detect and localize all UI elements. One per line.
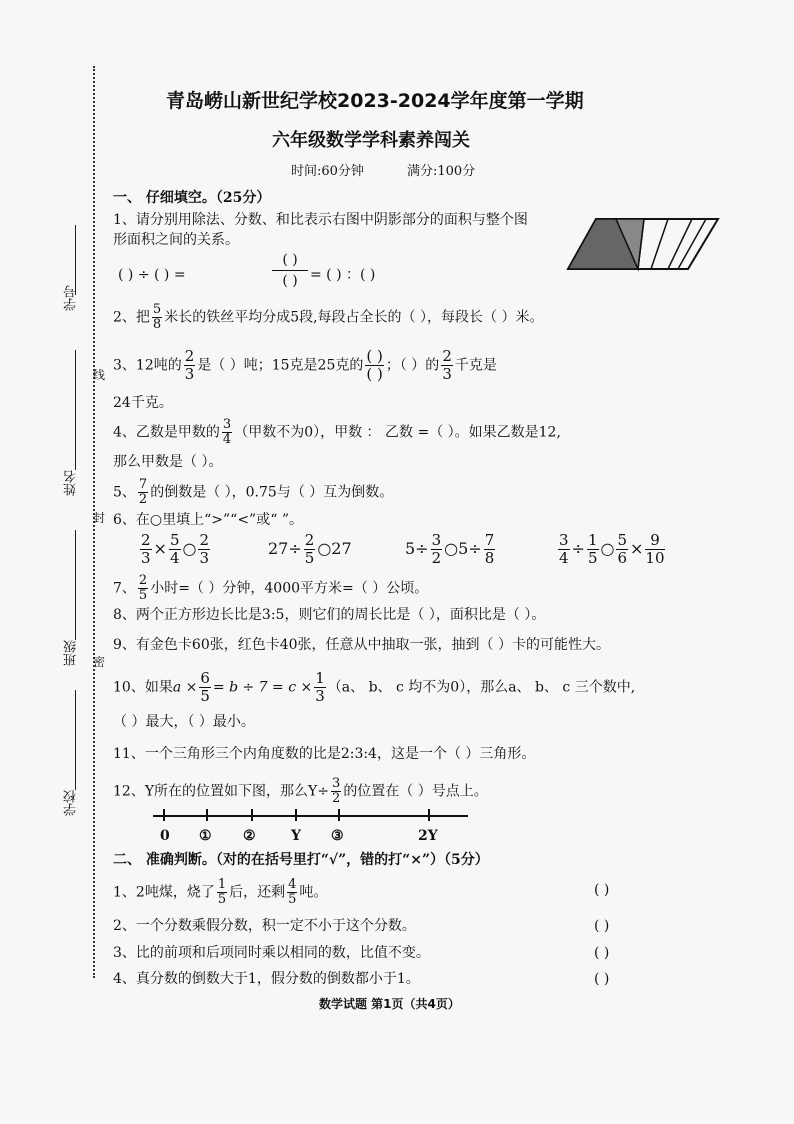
judge-4-answer[interactable]: ( )	[594, 971, 610, 987]
q5-fraction	[138, 478, 148, 507]
q6-3-circle-blank[interactable]: ○	[444, 539, 459, 558]
section1-title: 一、 仔细填空。（25分）	[113, 190, 271, 206]
j1-fraction-2	[287, 878, 297, 907]
section2-title: 二、 准确判断。（对的在括号里打“√”，错的打“×”）（5分）	[113, 852, 489, 868]
exam-subtitle: 六年级数学学科素养闯关	[272, 130, 470, 151]
question-5	[113, 478, 393, 507]
q7-fraction-numerator: 2	[138, 573, 148, 588]
q7-fraction	[138, 574, 148, 603]
judge-3-answer[interactable]: ( )	[594, 945, 610, 961]
school-line	[75, 690, 76, 790]
q6-4-c-num: 5	[617, 531, 628, 549]
number-line-label-1: ①	[199, 828, 212, 844]
q1-fraction-blank	[272, 250, 308, 291]
q6-4-operator-2: ×	[630, 539, 644, 558]
q10-middle: = b ÷ 7 = c ×	[212, 679, 313, 696]
class-label: 班级	[64, 640, 79, 666]
judge-4: 4、真分数的倒数大于1，假分数的倒数都小于1。	[113, 971, 420, 987]
q6-4-b-num: 1	[587, 531, 598, 549]
page-footer: 数学试题 第1页（共4页）	[319, 997, 460, 1011]
q3-fraction-blank	[365, 348, 383, 383]
q3-fraction-1	[184, 348, 196, 383]
q7-suffix: 小时=（ ）分钟，4000平方米=（ ）公顷。	[150, 580, 429, 597]
q6-1-operator: ×	[153, 539, 167, 558]
number-line-label-2y: 2Y	[418, 828, 438, 844]
q3-fraction-2-denominator: 3	[442, 365, 452, 383]
q6-1-fraction-b	[169, 532, 181, 567]
q1-ratio-blanks: = ( ) ：( )	[310, 267, 376, 283]
q4-fraction-denominator: 4	[222, 432, 232, 447]
question-3	[113, 348, 497, 383]
seal-char-seal: 封	[93, 511, 106, 525]
name-label: 姓名	[64, 470, 79, 496]
q10-line2: （ ）最大，（ ）最小。	[113, 714, 255, 730]
q3-line2: 24千克。	[113, 395, 173, 411]
student-id-label: 学号	[64, 285, 79, 311]
q6-4-d-den: 10	[645, 549, 665, 567]
number-line-tick-2y	[428, 809, 430, 821]
judge-2: 2、一个分数乘假分数，积一定不小于这个分数。	[113, 918, 416, 934]
exam-full-score: 满分:100分	[407, 164, 476, 179]
q3-fraction-blank-numerator: ( )	[366, 347, 383, 365]
q5-prefix: 5、	[113, 484, 136, 501]
question-10	[113, 670, 635, 705]
q6-1-a-den: 3	[141, 549, 151, 567]
question-8: 8、两个正方形边长比是3:5，则它们的周长比是（ ），面积比是（ ）。	[113, 607, 546, 623]
q6-3-mid: 5÷	[458, 539, 482, 558]
q1-fraction-blank-numerator: ( )	[272, 250, 308, 271]
q12-fraction-denominator: 2	[332, 791, 341, 806]
j1-f2-den: 5	[288, 892, 297, 907]
q6-2-num: 2	[304, 531, 315, 549]
q6-compare-1	[138, 532, 212, 567]
q6-4-fraction-a	[558, 532, 570, 567]
q6-2-fraction	[304, 532, 316, 567]
shaded-parallelogram-figure	[566, 215, 724, 273]
question-12	[113, 777, 488, 806]
q12-prefix: 12、Y所在的位置如下图，那么Y÷	[113, 783, 330, 800]
number-line-label-2: ②	[243, 828, 256, 844]
q6-compare-4	[556, 532, 667, 567]
q10-var-a: a ×	[172, 679, 198, 696]
q3-suffix: 千克是	[454, 357, 497, 374]
q6-1-circle-blank[interactable]: ○	[182, 539, 197, 558]
number-line-label-0: 0	[160, 828, 170, 844]
q6-4-circle-blank[interactable]: ○	[600, 539, 615, 558]
q6-compare-3	[405, 532, 497, 567]
judge-3: 3、比的前项和后项同时乘以相同的数，比值不变。	[113, 945, 430, 961]
q6-2-suffix: 27	[331, 539, 352, 558]
q6-4-b-den: 5	[587, 549, 598, 567]
q10-f2-den: 3	[315, 687, 325, 705]
number-line-label-3: ③	[331, 828, 344, 844]
q4-fraction	[222, 418, 232, 447]
q6-1-fraction-c	[198, 532, 210, 567]
q1-division-blanks: ( ) ÷ ( ) =	[118, 267, 186, 283]
q12-fraction-numerator: 3	[332, 776, 341, 791]
j1-f1-den: 5	[217, 892, 227, 907]
q3-after-blank: ；（ ）的	[385, 357, 440, 374]
j1-prefix: 1、2吨煤，烧了	[113, 884, 215, 901]
q4-prefix: 4、乙数是甲数的	[113, 424, 220, 441]
q4-suffix: （甲数不为0），甲数 ： 乙数 =（ ）。如果乙数是12,	[234, 424, 561, 441]
q3-prefix: 3、12吨的	[113, 357, 182, 374]
q6-3-b-den: 2	[431, 549, 442, 567]
q6-compare-2	[268, 532, 352, 567]
q6-2-circle-blank[interactable]: ○	[317, 539, 332, 558]
q1-text-line1: 1、请分别用除法、分数、和比表示右图中阴影部分的面积与整个图	[113, 212, 528, 228]
seal-char-line: 线	[93, 368, 106, 382]
q1-fraction-blank-denominator: ( )	[282, 273, 298, 289]
judge-2-answer[interactable]: ( )	[594, 918, 610, 934]
q6-3-b-num: 3	[431, 531, 442, 549]
question-4	[113, 418, 561, 447]
q6-4-operator: ÷	[571, 539, 585, 558]
q6-3-fraction-b	[431, 532, 443, 567]
j1-middle: 后，还剩	[229, 884, 286, 901]
q5-suffix: 的倒数是（ ），0.75与（ ）互为倒数。	[150, 484, 394, 501]
q10-f1-den: 5	[200, 687, 210, 705]
q6-1-b-num: 5	[169, 531, 180, 549]
number-line-tick-1	[206, 809, 208, 821]
j1-f2-num: 4	[288, 877, 297, 892]
q3-fraction-blank-denominator: ( )	[366, 365, 383, 383]
q10-prefix: 10、如果	[113, 679, 173, 696]
number-line-tick-0	[163, 809, 165, 821]
j1-f1-num: 1	[217, 877, 227, 892]
q6-4-a-num: 3	[559, 531, 569, 549]
question-6: 6、在○里填上“>”“<”或“ ”。	[113, 512, 303, 528]
q2-fraction-numerator: 5	[152, 302, 162, 317]
q12-suffix: 的位置在（ ）号点上。	[343, 783, 488, 800]
q6-1-b-den: 4	[169, 549, 180, 567]
q6-4-fraction-b	[587, 532, 599, 567]
q5-fraction-denominator: 2	[138, 492, 148, 507]
q10-f2-num: 1	[315, 669, 325, 687]
q2-suffix: 米长的铁丝平均分成5段,每段占全长的（ ），每段长（ ）米。	[164, 309, 544, 326]
j1-fraction-1	[217, 878, 227, 907]
q10-fraction-1	[199, 670, 211, 705]
question-7	[113, 574, 428, 603]
q7-prefix: 7、	[113, 580, 136, 597]
q7-fraction-denominator: 5	[138, 588, 148, 603]
q1-text-line2: 形面积之间的关系。	[113, 232, 239, 248]
q6-1-c-den: 3	[199, 549, 210, 567]
q12-fraction	[331, 777, 341, 806]
question-11: 11、一个三角形三个内角度数的比是2:3:4，这是一个（ ）三角形。	[113, 746, 536, 762]
q6-4-a-den: 4	[559, 549, 569, 567]
q6-4-c-den: 6	[617, 549, 628, 567]
q4-fraction-numerator: 3	[222, 417, 232, 432]
class-line	[75, 530, 76, 640]
seal-char-secret: 密	[93, 655, 106, 669]
judge-1	[113, 878, 327, 907]
school-label: 学校	[64, 790, 79, 816]
q6-2-den: 5	[304, 549, 315, 567]
q3-middle: 是（ ）吨；15克是25克的	[197, 357, 364, 374]
q4-line2: 那么甲数是（ ）。	[113, 454, 223, 470]
q6-4-fraction-c	[616, 532, 628, 567]
question-2	[113, 303, 543, 332]
exam-title: 青岛崂山新世纪学校2023-2024学年度第一学期	[166, 90, 584, 112]
q3-fraction-1-denominator: 3	[184, 365, 195, 383]
q5-fraction-numerator: 7	[138, 477, 148, 492]
q3-fraction-2	[441, 348, 453, 383]
q6-3-c-den: 8	[484, 549, 495, 567]
q6-2-prefix: 27÷	[268, 539, 302, 558]
number-line-tick-2	[251, 809, 253, 821]
q6-3-prefix: 5÷	[405, 539, 429, 558]
exam-time: 时间:60分钟	[291, 164, 364, 179]
q10-suffix: （a、 b、 c 均不为0），那么a、 b、 c 三个数中,	[327, 679, 636, 696]
number-line-tick-y	[295, 809, 297, 821]
judge-1-answer[interactable]: ( )	[594, 882, 610, 898]
q2-fraction-denominator: 8	[152, 317, 162, 332]
q10-f1-num: 6	[200, 669, 210, 687]
name-line	[75, 350, 76, 470]
q6-3-c-num: 7	[484, 531, 495, 549]
question-9: 9、有金色卡60张，红色卡40张，任意从中抽取一张，抽到（ ）卡的可能性大。	[113, 637, 610, 653]
q6-3-fraction-c	[484, 532, 496, 567]
number-line-tick-3	[338, 809, 340, 821]
q10-fraction-2	[314, 670, 326, 705]
q6-1-c-num: 2	[199, 531, 210, 549]
q6-4-d-num: 9	[645, 532, 664, 550]
q2-fraction	[152, 303, 162, 332]
q6-1-a-num: 2	[141, 531, 151, 549]
q6-4-fraction-d	[645, 532, 664, 567]
q2-prefix: 2、把	[113, 309, 150, 326]
j1-suffix: 吨。	[299, 884, 328, 901]
q3-fraction-2-numerator: 2	[442, 347, 452, 365]
q6-1-fraction-a	[140, 532, 152, 567]
number-line	[153, 815, 468, 817]
number-line-label-y: Y	[291, 828, 301, 844]
q3-fraction-1-numerator: 2	[184, 347, 195, 365]
